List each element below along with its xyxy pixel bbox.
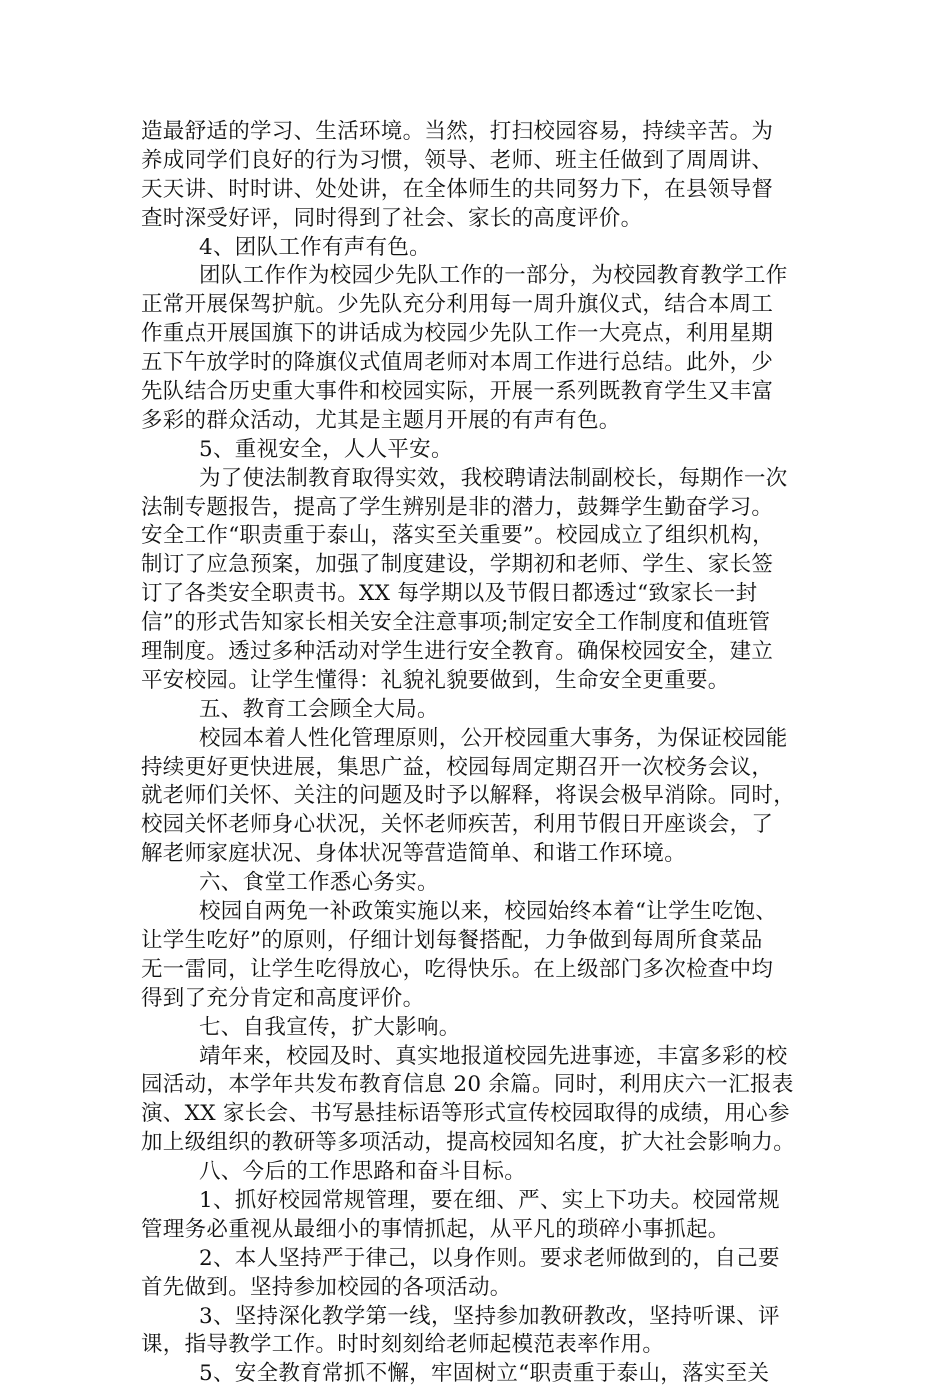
text-line: 2、本人坚持严于律己，以身作则。要求老师做到的，自己要	[199, 1245, 780, 1271]
text-line: 查时深受好评，同时得到了社会、家长的高度评价。	[141, 205, 643, 231]
text-line: 八、今后的工作思路和奋斗目标。	[199, 1159, 527, 1185]
text-line: 管理务必重视从最细小的事情抓起，从平凡的琐碎小事抓起。	[141, 1216, 730, 1242]
text-line: 天天讲、时时讲、处处讲，在全体师生的共同努力下，在县领导督	[141, 176, 774, 202]
text-line: 4、团队工作有声有色。	[199, 234, 431, 260]
text-line: 六、食堂工作悉心务实。	[199, 870, 439, 896]
text-line: 先队结合历史重大事件和校园实际，开展一系列既教育学生又丰富	[141, 379, 774, 405]
document-body	[141, 118, 821, 1389]
text-line: 校园本着人性化管理原则，公开校园重大事务，为保证校园能	[199, 725, 788, 751]
text-line: 造最舒适的学习、生活环境。当然，打扫校园容易，持续辛苦。为	[141, 119, 774, 144]
text-line: 就老师们关怀、关注的问题及时予以解释，将误会极早消除。同时，	[141, 783, 796, 809]
text-line: 七、自我宣传，扩大影响。	[199, 1014, 461, 1040]
text-line: 3、坚持深化教学第一线，坚持参加教研教改，坚持听课、评	[199, 1303, 780, 1329]
text-line: 五、教育工会顾全大局。	[199, 696, 439, 722]
text-line: 养成同学们良好的行为习惯，领导、老师、班主任做到了周周讲、	[141, 147, 774, 173]
text-line: 作重点开展国旗下的讲话成为校园少先队工作一大亮点，利用星期	[141, 321, 774, 347]
text-line: 正常开展保驾护航。少先队充分利用每一周升旗仪式，结合本周工	[141, 292, 774, 318]
text-line: 安全工作“职责重于泰山，落实至关重要”。校园成立了组织机构，	[141, 523, 774, 549]
text-line: 持续更好更快进展，集思广益，校园每周定期召开一次校务会议，	[141, 754, 774, 780]
text-line: 5、安全教育常抓不懈，牢固树立“职责重于泰山，落实至关	[199, 1361, 770, 1387]
text-line: 课，指导教学工作。时时刻刻给老师起模范表率作用。	[141, 1332, 665, 1358]
text-line: 园活动，本学年共发布教育信息 20 余篇。同时，利用庆六一汇报表	[141, 1072, 794, 1098]
text-line: 校园自两免一补政策实施以来，校园始终本着“让学生吃饱、	[199, 899, 778, 925]
text-line: 信”的形式告知家长相关安全注意事项;制定安全工作制度和值班管	[141, 610, 771, 636]
text-line: 为了使法制教育取得实效，我校聘请法制副校长，每期作一次	[199, 465, 788, 491]
text-line: 得到了充分肯定和高度评价。	[141, 985, 425, 1011]
text-line: 解老师家庭状况、身体状况等营造简单、和谐工作环境。	[141, 841, 687, 867]
text-line: 靖年来，校园及时、真实地报道校园先进事迹，丰富多彩的校	[199, 1043, 788, 1069]
text-line: 团队工作作为校园少先队工作的一部分，为校园教育教学工作	[199, 263, 788, 289]
text-line: 校园关怀老师身心状况，关怀老师疾苦，利用节假日开座谈会，了	[141, 812, 774, 838]
text-line: 订了各类安全职责书。XX 每学期以及节假日都透过“致家长一封	[141, 581, 758, 607]
text-line: 多彩的群众活动，尤其是主题月开展的有声有色。	[141, 407, 621, 433]
text-line: 演、XX 家长会、书写悬挂标语等形式宣传校园取得的成绩，用心参	[141, 1101, 790, 1127]
text-line: 法制专题报告，提高了学生辨别是非的潜力，鼓舞学生勤奋学习。	[141, 494, 774, 520]
text-line: 无一雷同，让学生吃得放心，吃得快乐。在上级部门多次检查中均	[141, 956, 774, 982]
text-line: 平安校园。让学生懂得：礼貌礼貌要做到，生命安全更重要。	[141, 667, 730, 693]
text-line: 理制度。透过多种活动对学生进行安全教育。确保校园安全，建立	[141, 639, 774, 665]
text-line: 1、抓好校园常规管理，要在细、严、实上下功夫。校园常规	[199, 1187, 780, 1213]
text-line: 首先做到。坚持参加校园的各项活动。	[141, 1274, 512, 1300]
text-line: 让学生吃好”的原则，仔细计划每餐搭配，力争做到每周所食菜品	[141, 927, 763, 953]
text-line: 加上级组织的教研等多项活动，提高校园知名度，扩大社会影响力。	[141, 1130, 796, 1156]
text-line: 五下午放学时的降旗仪式值周老师对本周工作进行总结。此外，少	[141, 350, 774, 376]
text-line: 制订了应急预案，加强了制度建设，学期初和老师、学生、家长签	[141, 552, 774, 578]
text-line: 5、重视安全，人人平安。	[199, 436, 453, 462]
